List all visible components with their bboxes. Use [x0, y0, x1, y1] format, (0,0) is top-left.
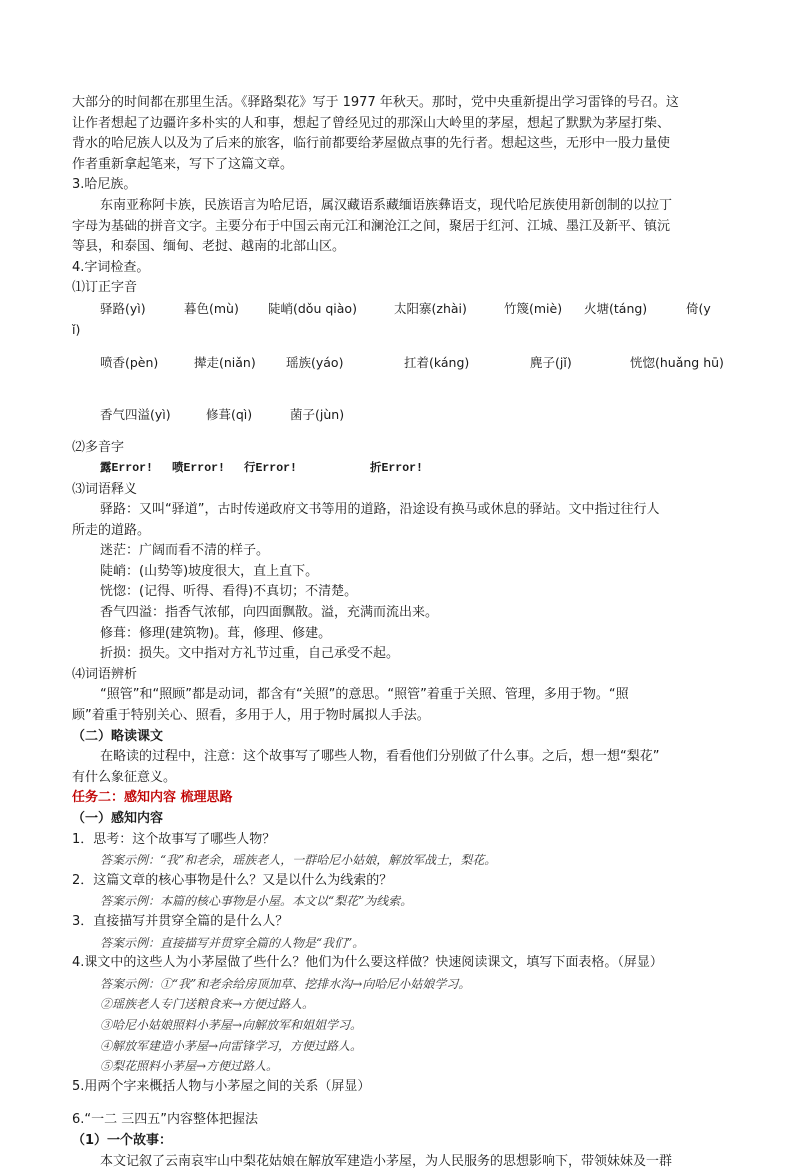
- polyphone-item: 露Error!: [100, 459, 172, 480]
- question-line: 5.用两个字来概括人物与小茅屋之间的关系（屏显）: [72, 1077, 724, 1098]
- pinyin-item: 火塘(táng): [584, 299, 686, 320]
- answer-line: ②瑶族老人专门送粮食来→方便过路人。: [72, 994, 724, 1015]
- answer-line: 答案示例：①“我”和老余给房顶加草、挖排水沟→向哈尼小姑娘学习。: [72, 974, 724, 995]
- pinyin-row: [72, 299, 724, 320]
- paragraph-line: 背水的哈尼族人以及为了后来的旅客，临行前都要给茅屋做点事的先行者。想起这些，无形中一股力量使: [72, 134, 724, 155]
- polyphone-item: 喷Error!: [172, 459, 244, 480]
- paragraph-line: 顾”着重于特别关心、照看，多用于人，用于物时属拟人手法。: [72, 706, 724, 727]
- pinyin-item: 恍惚(huǎng hū): [630, 353, 724, 374]
- answer-line: 答案示例：本篇的核心事物是小屋。本文以“梨花”为线索。: [72, 891, 724, 912]
- question-line: 1．思考：这个故事写了哪些人物？: [72, 830, 724, 851]
- definition-line: 修葺：修理(建筑物)。葺，修理、修建。: [72, 624, 724, 645]
- paragraph-line: 本文记叙了云南哀牢山中梨花姑娘在解放军建造小茅屋，为人民服务的思想影响下，带领妹妹及一群: [72, 1152, 724, 1172]
- task-heading: 任务二：感知内容 梳理思路: [72, 788, 724, 809]
- paragraph-line: 让作者想起了边疆许多朴实的人和事，想起了曾经见过的那深山大岭里的茅屋，想起了默默为茅屋打柴、: [72, 114, 724, 135]
- section-heading: 4.字词检查。: [72, 258, 724, 279]
- definition-line: 香气四溢：指香气浓郁，向四面飘散。溢，充满而流出来。: [72, 603, 724, 624]
- document-page: [72, 93, 724, 1172]
- polyphone-item: 行Error!: [244, 459, 370, 480]
- paragraph-line: 等县，和泰国、缅甸、老挝、越南的北部山区。: [72, 237, 724, 258]
- pinyin-item: 暮色(mù): [184, 299, 268, 320]
- question-line: 3．直接描写并贯穿全篇的是什么人？: [72, 912, 724, 933]
- definition-line: 陡峭：(山势等)坡度很大，直上直下。: [72, 562, 724, 583]
- definition-line: 恍惚：(记得、听得、看得)不真切；不清楚。: [72, 582, 724, 603]
- pinyin-row: [72, 405, 724, 426]
- section-heading: （二）略读课文: [72, 727, 724, 748]
- section-heading: （一）感知内容: [72, 809, 724, 830]
- subsection-heading: ⑵多音字: [72, 438, 724, 459]
- subsection-heading: （1）一个故事：: [72, 1131, 724, 1152]
- pinyin-item: 喷香(pèn): [100, 353, 194, 374]
- pinyin-wrap: ǐ): [72, 320, 724, 341]
- pinyin-item: 瑶族(yáo): [286, 353, 404, 374]
- pinyin-item: 扛着(káng): [404, 353, 530, 374]
- pinyin-item: 太阳寨(zhài): [394, 299, 504, 320]
- answer-line: ④解放军建造小茅屋→向雷锋学习，方便过路人。: [72, 1036, 724, 1057]
- pinyin-item: 驿路(yì): [100, 299, 184, 320]
- pinyin-item: 菌子(jùn): [290, 405, 344, 426]
- question-line: 2．这篇文章的核心事物是什么？又是以什么为线索的？: [72, 871, 724, 892]
- question-line: 4.课文中的这些人为小茅屋做了些什么？他们为什么要这样做？快速阅读课文，填写下面表格。（屏显）: [72, 953, 724, 974]
- polyphone-item: 折Error!: [370, 459, 423, 480]
- subsection-heading: ⑷词语辨析: [72, 665, 724, 686]
- paragraph-line: 大部分的时间都在那里生活。《驿路梨花》写于 1977 年秋天。那时，党中央重新提出学习雷锋的号召。这: [72, 93, 724, 114]
- definition-line: 折损：损失。文中指对方礼节过重，自己承受不起。: [72, 644, 724, 665]
- pinyin-item: 撵走(niǎn): [194, 353, 286, 374]
- subsection-heading: ⑴订正字音: [72, 278, 724, 299]
- pinyin-item: 修葺(qì): [206, 405, 290, 426]
- paragraph-line: 字母为基础的拼音文字。主要分布于中国云南元江和澜沧江之间，聚居于红河、江城、墨江及新平、镇沅: [72, 217, 724, 238]
- paragraph-line: “照管”和“照顾”都是动词，都含有“关照”的意思。“照管”着重于关照、管理，多用于物。“照: [72, 685, 724, 706]
- answer-line: ③哈尼小姑娘照料小茅屋→向解放军和姐姐学习。: [72, 1015, 724, 1036]
- definition-line: 驿路：又叫“驿道”，古时传递政府文书等用的道路，沿途设有换马或休息的驿站。文中指过往行人: [72, 500, 724, 521]
- pinyin-row: [72, 353, 724, 374]
- pinyin-item: 竹篾(miè): [504, 299, 584, 320]
- subsection-heading: ⑶词语释义: [72, 480, 724, 501]
- paragraph-line: 有什么象征意义。: [72, 768, 724, 789]
- pinyin-item: 倚(y: [686, 299, 711, 320]
- answer-line: 答案示例：直接描写并贯穿全篇的人物是“我们”。: [72, 933, 724, 954]
- section-heading: 3.哈尼族。: [72, 175, 724, 196]
- pinyin-item: 香气四溢(yì): [100, 405, 206, 426]
- answer-line: ⑤梨花照料小茅屋→方便过路人。: [72, 1056, 724, 1077]
- question-line: 6.“一二 三四五”内容整体把握法: [72, 1110, 724, 1131]
- definition-line: 迷茫：广阔而看不清的样子。: [72, 541, 724, 562]
- paragraph-line: 作者重新拿起笔来，写下了这篇文章。: [72, 155, 724, 176]
- definition-line: 所走的道路。: [72, 521, 724, 542]
- paragraph-line: 东南亚称阿卡族，民族语言为哈尼语，属汉藏语系藏缅语族彝语支，现代哈尼族使用新创制的以拉丁: [72, 196, 724, 217]
- paragraph-line: 在略读的过程中，注意：这个故事写了哪些人物，看看他们分别做了什么事。之后，想一想“梨花”: [72, 747, 724, 768]
- pinyin-item: 陡峭(dǒu qiào): [268, 299, 394, 320]
- polyphone-row: [72, 459, 724, 480]
- pinyin-item: 麂子(jǐ): [530, 353, 630, 374]
- answer-line: 答案示例：“我”和老余，瑶族老人，一群哈尼小姑娘，解放军战士，梨花。: [72, 850, 724, 871]
